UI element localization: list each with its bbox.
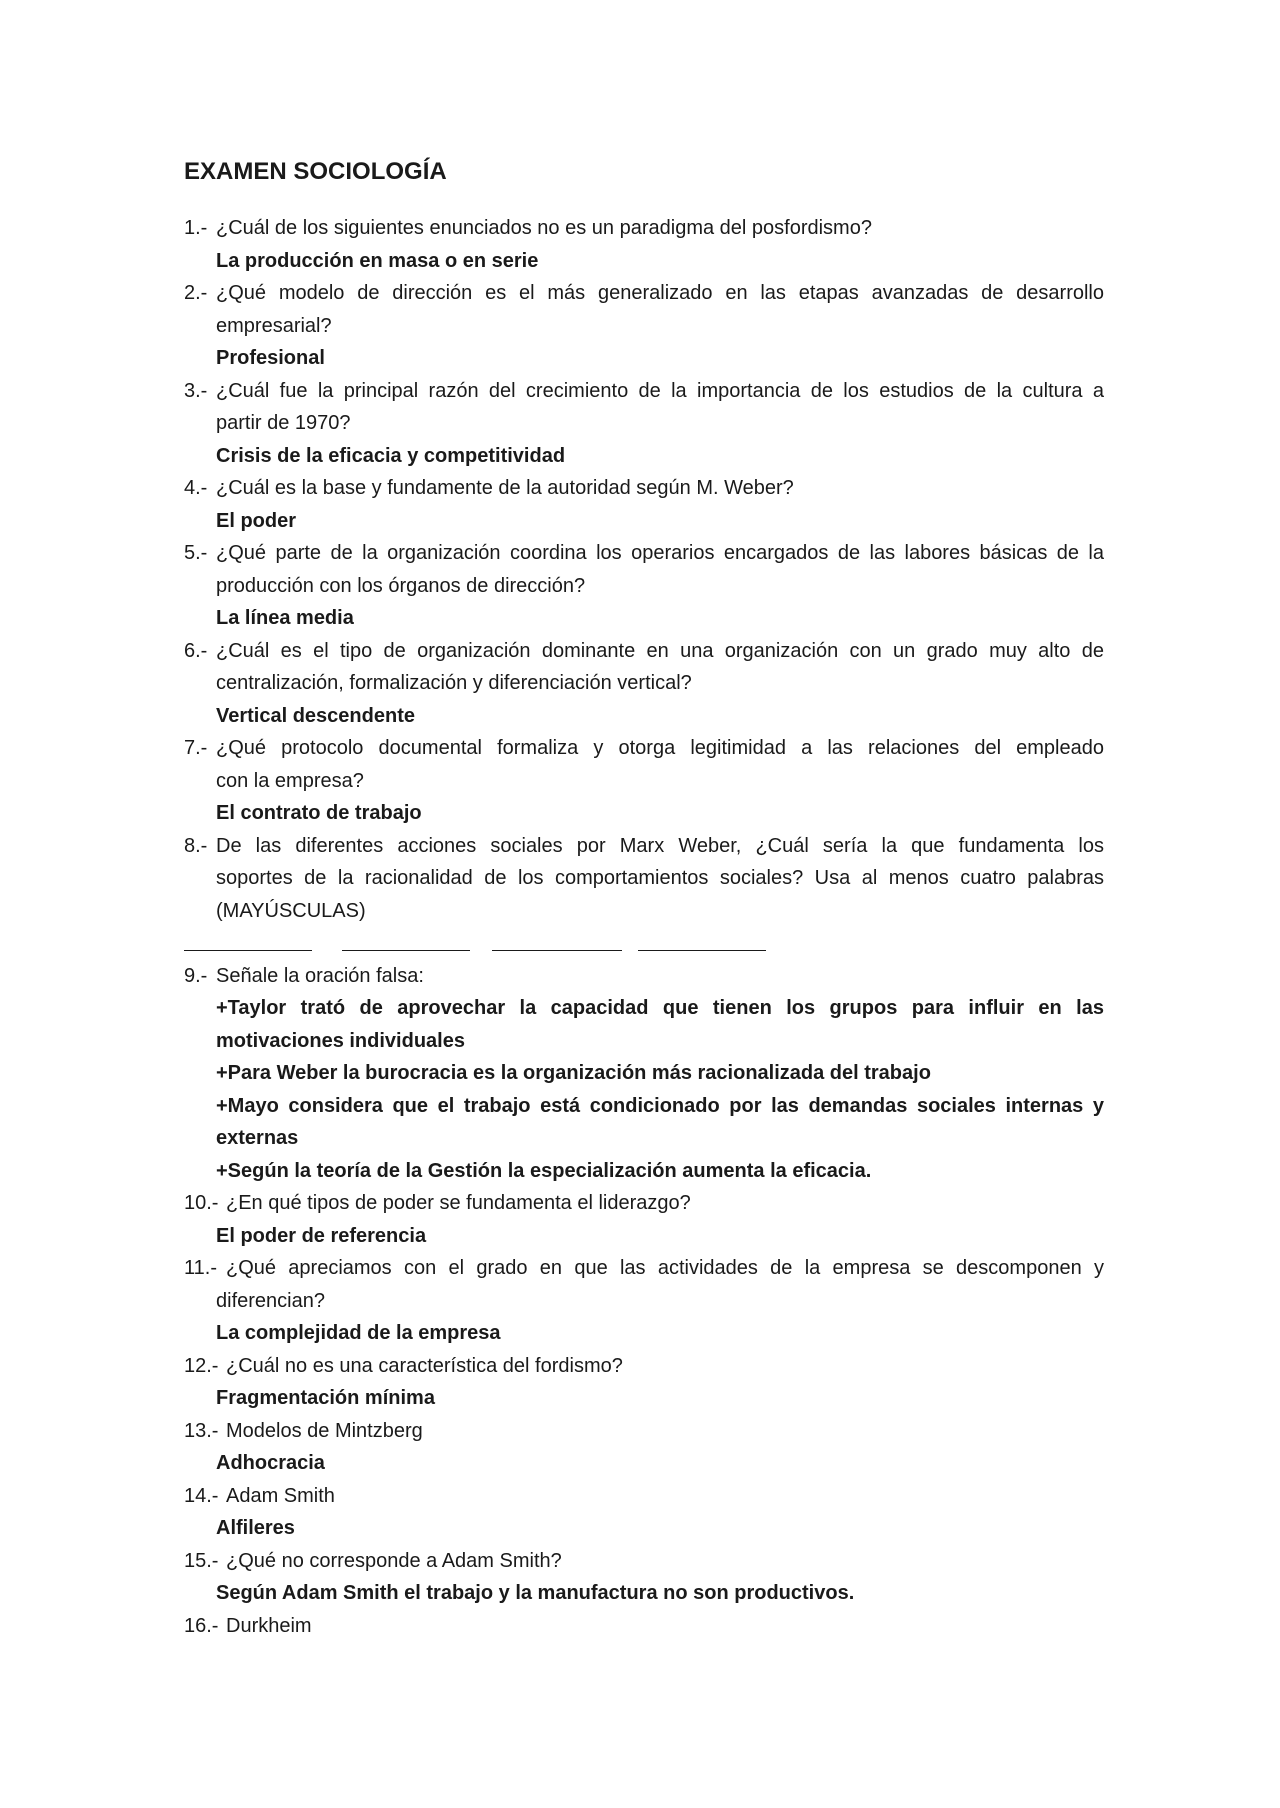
question-text [184,537,1104,570]
question-number: 11.- [184,1257,217,1279]
question-line: Durkheim [226,1614,312,1637]
answer-line: La complejidad de la empresa [216,1322,501,1344]
question-number: 4.- [184,477,208,499]
question-line: ¿Cuál de los siguientes enunciados no es un paradigma del posfordismo? [216,217,872,239]
question-line: ¿Qué protocolo documental formaliza y otorga legitimidad a las relaciones del empleado [216,737,1104,759]
question-text [184,1350,1104,1383]
question-line: producción con los órganos de dirección? [216,574,586,597]
question-number: 16.- [184,1614,219,1637]
question-line: Señale la oración falsa: [216,964,424,987]
question-number: 6.- [184,639,208,662]
question-number: 14.- [184,1484,219,1507]
question-line: (MAYÚSCULAS) [216,899,366,922]
question-number: 2.- [184,282,208,304]
question-line: Adam Smith [226,1484,335,1507]
question-line: ¿Qué parte de la organización coordina los operarios encargados de las labores básicas de la [216,542,1104,564]
question-line: De las diferentes acciones sociales por Marx Weber, ¿Cuál sería la que fundamenta los [216,834,1104,857]
question-text [184,1480,1104,1513]
question-line: empresarial? [216,314,332,337]
page-title: EXAMEN SOCIOLOGÍA [184,158,447,185]
question-number: 9.- [184,964,208,987]
answer-line: Adhocracia [216,1452,325,1474]
question-text [184,1415,1104,1448]
question-number: 10.- [184,1192,219,1214]
question-text [184,212,1104,245]
answer-line: +Para Weber la burocracia es la organización más racionalizada del trabajo [216,1062,931,1084]
question-text [184,830,1104,863]
answer-line: Profesional [216,347,325,369]
answer-line: El poder de referencia [216,1224,427,1247]
question-text [184,1545,1104,1578]
answer-line: Según Adam Smith el trabajo y la manufactura no son productivos. [216,1582,855,1604]
answer-line: externas [216,1127,299,1149]
answer-line: La línea media [216,607,354,629]
answer-line: Fragmentación mínima [216,1387,435,1409]
question-number: 3.- [184,379,208,402]
question-line: ¿Cuál fue la principal razón del crecimiento de la importancia de los estudios de la cultura a [216,379,1104,402]
question-text [184,1610,1104,1643]
question-line: ¿En qué tipos de poder se fundamenta el liderazgo? [226,1192,691,1214]
answer-line: El contrato de trabajo [216,802,422,824]
question-line: ¿Cuál no es una característica del fordismo? [226,1354,623,1377]
answer-line: La producción en masa o en serie [216,249,539,272]
question-text [184,635,1104,668]
question-number: 12.- [184,1354,219,1377]
blank-line [342,950,470,951]
question-line: ¿Cuál es la base y fundamente de la autoridad según M. Weber? [216,477,794,499]
question-text [184,732,1104,765]
question-line: ¿Cuál es el tipo de organización dominante en una organización con un grado muy alto de [216,639,1104,662]
answer-line: El poder [216,509,297,532]
question-number: 7.- [184,737,208,759]
blank-line [492,950,622,951]
question-number: 1.- [184,217,208,239]
question-number: 5.- [184,542,208,564]
question-line: centralización, formalización y diferenciación vertical? [216,672,692,694]
question-list [184,212,1104,1642]
question-line: soportes de la racionalidad de los comportamientos sociales? Usa al menos cuatro palabras [216,867,1104,889]
question-line: ¿Qué no corresponde a Adam Smith? [226,1549,562,1572]
question-number: 15.- [184,1549,219,1572]
question-line: diferencian? [216,1289,325,1312]
answer-line: +Mayo considera que el trabajo está condicionado por las demandas sociales internas y [216,1094,1104,1117]
blank-line [638,950,766,951]
answer-line: Alfileres [216,1517,295,1539]
blank-line [184,950,312,951]
question-number: 8.- [184,834,208,857]
question-line: ¿Qué modelo de dirección es el más generalizado en las etapas avanzadas de desarrollo [216,282,1104,304]
question-text [184,375,1104,408]
question-text [184,960,1104,993]
question-line: Modelos de Mintzberg [226,1419,423,1442]
question-line: ¿Qué apreciamos con el grado en que las actividades de la empresa se descomponen y [226,1257,1104,1279]
question-text [184,1252,1104,1285]
question-text [184,1187,1104,1220]
answer-line: Vertical descendente [216,704,415,727]
question-number: 13.- [184,1419,219,1442]
answer-line: +Según la teoría de la Gestión la especialización aumenta la eficacia. [216,1159,872,1182]
answer-line: +Taylor trató de aprovechar la capacidad que tienen los grupos para influir en las [216,997,1104,1019]
answer-blanks [184,927,1104,960]
question-text [184,277,1104,310]
question-line: con la empresa? [216,769,364,792]
question-line: partir de 1970? [216,412,351,434]
answer-line: motivaciones individuales [216,1029,465,1052]
answer-line: Crisis de la eficacia y competitividad [216,444,566,467]
question-text [184,472,1104,505]
